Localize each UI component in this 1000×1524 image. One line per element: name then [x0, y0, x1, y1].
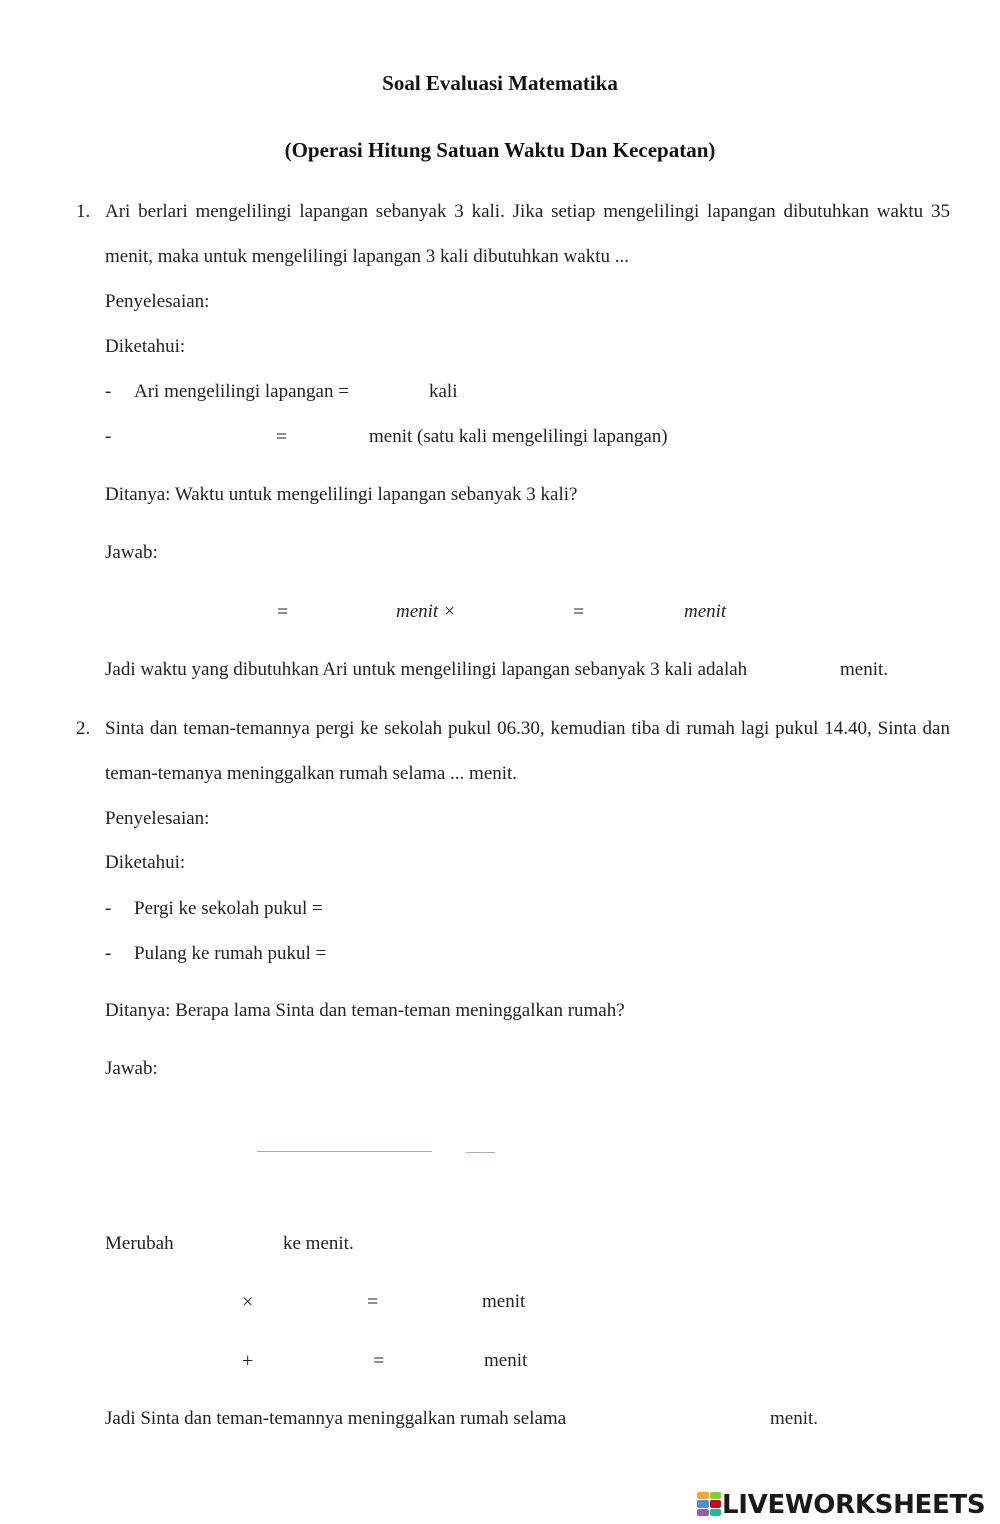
q1-penyelesaian-label: Penyelesaian:	[105, 291, 210, 312]
q2-text-line1: Sinta dan teman-temannya pergi ke sekolah pukul 06.30, kemudian tiba di rumah lagi pukul 14.40, Sinta dan	[105, 718, 950, 739]
equals-sign: =	[367, 1291, 379, 1313]
logo-grid-icon	[697, 1492, 721, 1516]
q2-ditanya: Ditanya: Berapa lama Sinta dan teman-teman meninggalkan rumah?	[105, 1000, 625, 1021]
q2-penyelesaian-label: Penyelesaian:	[105, 808, 210, 829]
equals-sign: =	[277, 601, 289, 623]
q2-ke-menit: ke menit.	[283, 1233, 354, 1254]
q1-jawab-label: Jawab:	[105, 542, 158, 563]
plus-sign: +	[242, 1350, 254, 1372]
q2-diketahui-label: Diketahui:	[105, 852, 186, 873]
q2-known2: Pulang ke rumah pukul =	[134, 943, 327, 964]
q1-known1-label: Ari mengelilingi lapangan =	[134, 381, 349, 402]
q2-menit-unit: menit	[484, 1350, 528, 1371]
page-subtitle: (Operasi Hitung Satuan Waktu Dan Kecepatan)	[284, 138, 716, 162]
q2-conclusion-unit: menit.	[770, 1408, 819, 1429]
q2-bullet-dash: -	[105, 898, 112, 919]
q1-calc-menit: menit	[684, 601, 727, 622]
q2-conclusion: Jadi Sinta dan teman-temannya meninggalkan rumah selama	[105, 1408, 567, 1429]
q2-merubah-label: Merubah	[105, 1233, 174, 1254]
q1-bullet-dash: -	[105, 381, 112, 402]
q2-menit-unit: menit	[482, 1291, 526, 1312]
q2-known1: Pergi ke sekolah pukul =	[134, 898, 323, 919]
page-title: Soal Evaluasi Matematika	[382, 71, 618, 95]
q1-text-line1: Ari berlari mengelilingi lapangan sebanyak 3 kali. Jika setiap mengelilingi lapangan dibutuhkan waktu 35	[105, 201, 950, 222]
answer-blank-line[interactable]	[257, 1151, 432, 1152]
q1-conclusion: Jadi waktu yang dibutuhkan Ari untuk mengelilingi lapangan sebanyak 3 kali adalah	[105, 659, 748, 680]
q2-bullet-dash: -	[105, 943, 112, 964]
liveworksheets-logo	[697, 1488, 995, 1522]
q2-text-line2: teman-temanya meninggalkan rumah selama ... menit.	[105, 763, 518, 784]
times-sign: ×	[242, 1291, 254, 1313]
equals-sign: =	[373, 1350, 385, 1372]
q1-diketahui-label: Diketahui:	[105, 336, 186, 357]
q1-known1-unit: kali	[429, 381, 458, 402]
q1-bullet-dash: -	[105, 426, 112, 447]
equals-sign: =	[573, 601, 585, 623]
q1-text-line2: menit, maka untuk mengelilingi lapangan 3 kali dibutuhkan waktu ...	[105, 246, 629, 267]
answer-blank-line-short[interactable]	[466, 1152, 495, 1153]
question-number-2: 2.	[76, 718, 91, 739]
q1-conclusion-unit: menit.	[840, 659, 889, 680]
q1-calc-menit-times: menit ×	[396, 601, 456, 622]
logo-text: LIVEWORKSHEETS	[722, 1490, 986, 1520]
equals-sign: =	[276, 426, 288, 448]
q1-ditanya: Ditanya: Waktu untuk mengelilingi lapangan sebanyak 3 kali?	[105, 484, 578, 505]
q1-known2-unit: menit (satu kali mengelilingi lapangan)	[369, 426, 668, 447]
question-number-1: 1.	[76, 201, 91, 222]
q2-jawab-label: Jawab:	[105, 1058, 158, 1079]
